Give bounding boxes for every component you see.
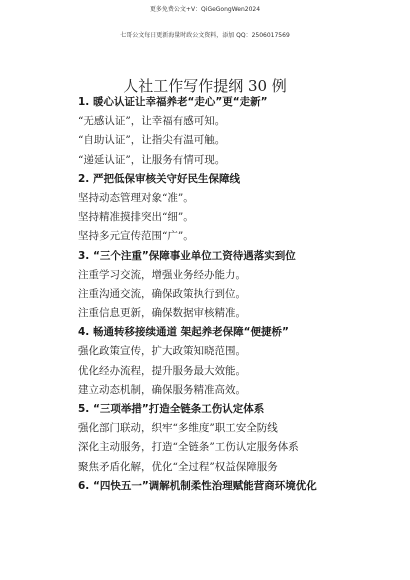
section-item: 聚焦矛盾化解，优化“全过程”权益保障服务 <box>78 460 278 473</box>
header-promo-line: 更多免费公文+V：QiGeGongWen2024 <box>149 6 261 13</box>
section-heading: 6. “四快五一”调解机制柔性治理赋能营商环境优化 <box>78 479 317 492</box>
section-item: 坚持动态管理对象“准”。 <box>78 191 194 204</box>
section-item: 注重沟通交流，确保政策执行到位。 <box>78 287 246 300</box>
section-item: 深化主动服务，打造“全链条”工伤认定服务体系 <box>78 441 299 454</box>
section-item: 注重信息更新，确保数据审核精准。 <box>78 307 246 320</box>
section-item: “自助认证”，让指尖有温可触。 <box>78 134 226 147</box>
section-item: “递延认证”，让服务有情可现。 <box>78 153 226 166</box>
document-title: 人社工作写作提纲 30 例 <box>123 77 287 95</box>
section-item: 坚持精准摸排突出“细”。 <box>78 211 194 224</box>
header-contact-line: 七哥公文每日更新海量时政公文资料，添加 QQ：2506017569 <box>120 32 290 39</box>
section-heading: 2. 严把低保审核关守好民生保障线 <box>78 172 240 185</box>
section-item: 强化部门联动，织牢“多维度”职工安全防线 <box>78 422 278 435</box>
section-item: 强化政策宣传，扩大政策知晓范围。 <box>78 345 246 358</box>
section-heading: 3. “三个注重”保障事业单位工资待遇落实到位 <box>78 249 296 262</box>
section-heading: 4. 畅通转移接续通道 架起养老保障“便捷桥” <box>78 326 289 339</box>
section-heading: 5. “三项举措”打造全链条工伤认定体系 <box>78 403 265 415</box>
section-item: 坚持多元宣传范围“广”。 <box>78 230 194 243</box>
section-item: 优化经办流程，提升服务最大效能。 <box>78 364 246 377</box>
section-item: 注重学习交流，增强业务经办能力。 <box>78 268 246 281</box>
section-item: 建立动态机制，确保服务精准高效。 <box>78 383 246 396</box>
section-item: “无感认证”，让幸福有感可知。 <box>78 115 226 128</box>
document-body <box>78 93 408 496</box>
section-heading: 1. 暖心认证让幸福养老“走心”更“走新” <box>78 96 268 108</box>
